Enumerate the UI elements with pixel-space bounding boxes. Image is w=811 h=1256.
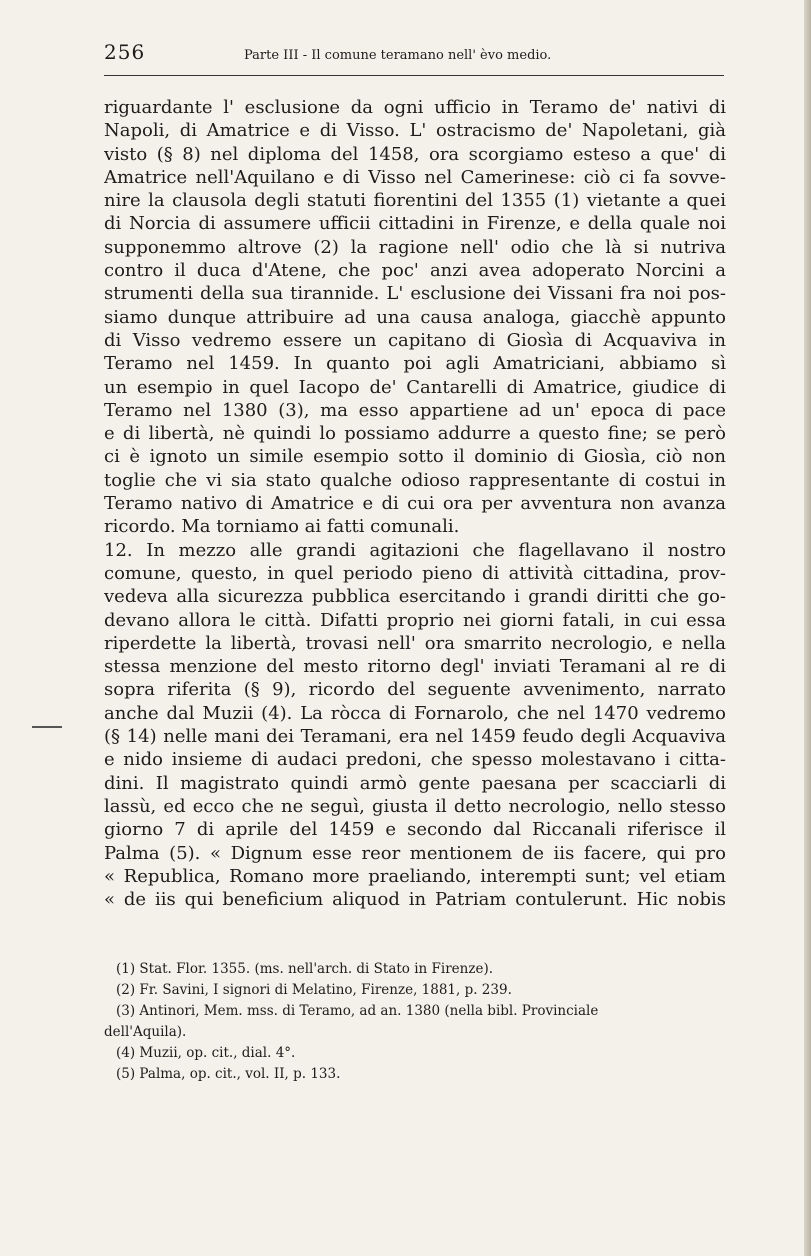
text-line: « de iis qui beneficium aliquod in Patriam contulerunt. Hic nobis [104,889,726,911]
text-line: Napoli, di Amatrice e di Visso. L' ostracismo de' Napoletani, già [104,120,726,142]
footnote: (5) Palma, op. cit., vol. II, p. 133. [116,1066,341,1082]
text-line: Teramo nel 1459. In quanto poi agli Amatriciani, abbiamo sì [104,353,726,375]
text-line: ricordo. Ma torniamo ai fatti comunali. [104,516,460,538]
text-line: Teramo nativo di Amatrice e di cui ora per avventura non avanza [104,493,726,515]
running-head: Parte III - Il comune teramano nell' èvo medio. [244,48,552,63]
text-line: Teramo nel 1380 (3), ma esso appartiene ad un' epoca di pace [104,399,726,421]
text-line: vedeva alla sicurezza pubblica esercitando i grandi diritti che go- [104,586,726,608]
text-line: anche dal Muzii (4). La ròcca di Fornarolo, che nel 1470 vedremo [104,702,726,724]
text-line: riperdette la libertà, trovasi nell' ora smarrito necrologio, e nella [104,632,726,654]
footnote: dell'Aquila). [104,1024,187,1040]
footnote: (3) Antinori, Mem. mss. di Teramo, ad an. 1380 (nella bibl. Provinciale [116,1003,599,1019]
text-line: « Republica, Romano more praeliando, interempti sunt; vel etiam [104,865,726,887]
body-text [104,96,726,911]
page-header [104,40,724,70]
text-line: stessa menzione del mesto ritorno degl' inviati Teramani al re di [104,656,726,678]
text-line: e nido insieme di audaci predoni, che spesso molestavano i citta- [104,749,726,771]
text-line: un esempio in quel Iacopo de' Cantarelli di Amatrice, giudice di [104,376,726,398]
footnote: (2) Fr. Savini, I signori di Melatino, Firenze, 1881, p. 239. [116,982,512,998]
text-line: toglie che vi sia stato qualche odioso rappresentante di costui in [104,469,726,491]
header-rule [104,75,724,76]
margin-pencil-mark [32,726,62,728]
text-line: siamo dunque attribuire ad una causa analoga, giacchè appunto [104,306,726,328]
text-line: 12. In mezzo alle grandi agitazioni che flagellavano il nostro [104,539,726,561]
text-line: ci è ignoto un simile esempio sotto il dominio di Giosìa, ciò non [104,446,726,468]
text-line: giorno 7 di aprile del 1459 e secondo dal Riccanali riferisce il [104,819,726,841]
page-number: 256 [104,40,146,64]
text-line: lassù, ed ecco che ne seguì, giusta il detto necrologio, nello stesso [104,795,726,817]
text-line: (§ 14) nelle mani dei Teramani, era nel 1459 feudo degli Acquaviva [104,726,726,748]
footnotes [104,959,726,1085]
text-line: Palma (5). « Dignum esse reor mentionem de iis facere, qui pro [104,842,726,864]
text-line: di Norcia di assumere ufficii cittadini in Firenze, e della quale noi [104,213,726,235]
text-line: comune, questo, in quel periodo pieno di attività cittadina, prov- [104,562,726,584]
text-line: riguardante l' esclusione da ogni ufficio in Teramo de' nativi di [104,97,726,118]
text-line: contro il duca d'Atene, che poc' anzi avea adoperato Norcini a [104,260,726,282]
text-line: visto (§ 8) nel diploma del 1458, ora scorgiamo esteso a que' di [104,143,726,165]
footnote: (1) Stat. Flor. 1355. (ms. nell'arch. di Stato in Firenze). [116,961,493,977]
text-line: devano allora le città. Difatti proprio nei giorni fatali, in cui essa [104,609,726,631]
text-line: Amatrice nell'Aquilano e di Visso nel Camerinese: ciò ci fa sovve- [104,166,726,188]
text-line: di Visso vedremo essere un capitano di Giosìa di Acquaviva in [104,329,726,351]
text-line: dini. Il magistrato quindi armò gente paesana per scacciarli di [104,772,726,794]
text-line: supponemmo altrove (2) la ragione nell' odio che là si nutriva [104,236,726,258]
footnote: (4) Muzii, op. cit., dial. 4°. [116,1045,296,1061]
text-line: e di libertà, nè quindi lo possiamo addurre a questo fine; se però [104,423,726,445]
text-line: sopra riferita (§ 9), ricordo del seguente avvenimento, narrato [104,679,726,701]
page-edge-shadow [804,0,811,1256]
text-line: strumenti della sua tirannide. L' esclusione dei Vissani fra noi pos- [104,283,726,305]
text-line: nire la clausola degli statuti fiorentini del 1355 (1) vietante a quei [104,190,726,212]
